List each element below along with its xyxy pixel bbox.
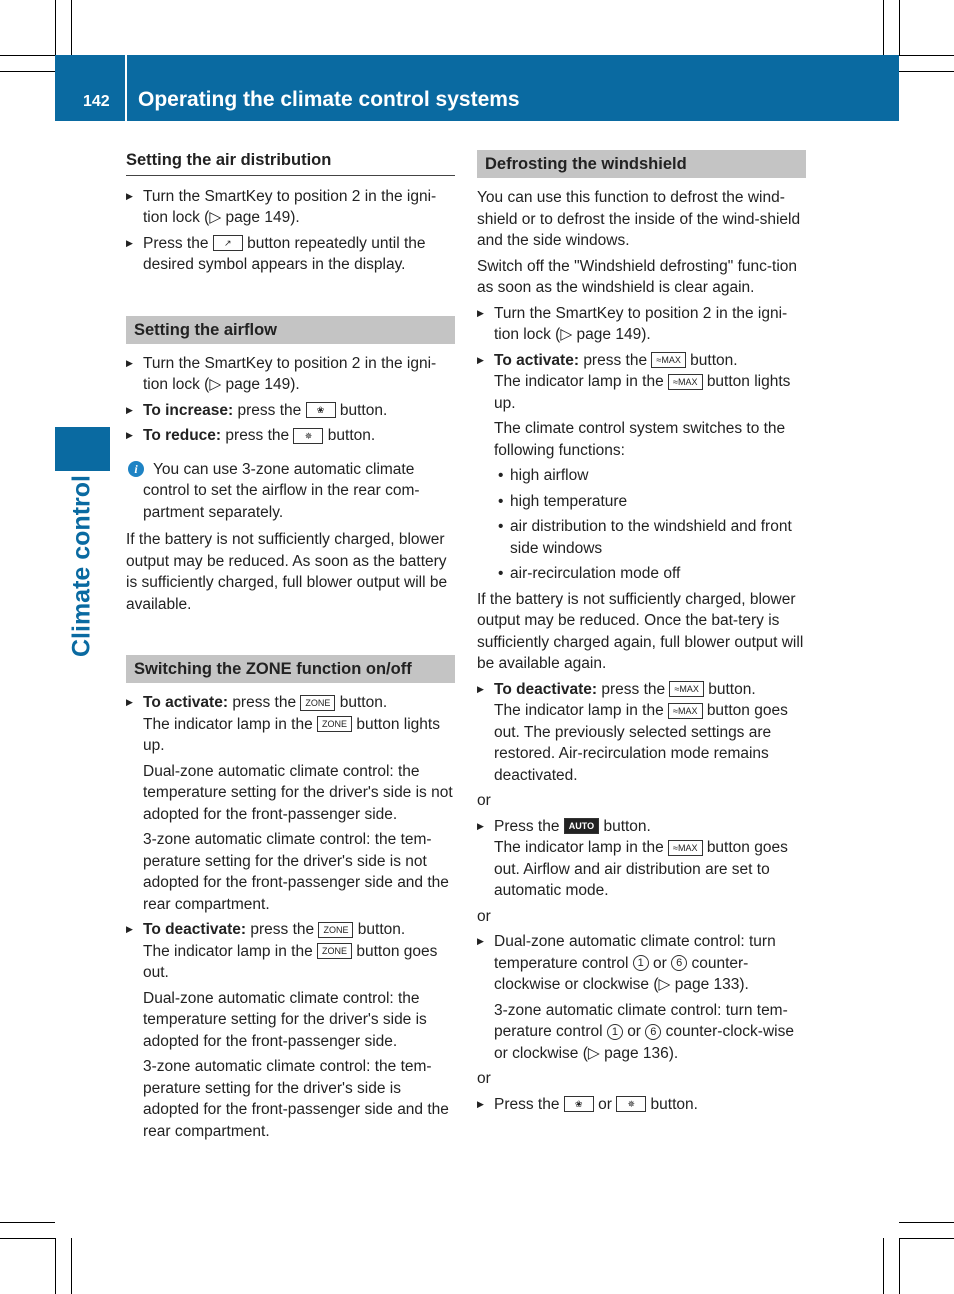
- step-detail: 3-zone automatic climate control: the tem-perature setting for the driver's side is adopted for the front-passenger side and the rear compartment.: [143, 1058, 449, 1140]
- step-text: counter-clock-wise or clockwise (▷ page 136).: [494, 1023, 794, 1062]
- defrost-max-icon: ≈MAX: [668, 374, 702, 390]
- step-item: [126, 233, 455, 276]
- info-text: You can use 3-zone automatic climate control to set the airflow in the rear com-partment separately.: [143, 460, 420, 521]
- step-detail: 3-zone automatic climate control: the tem-perature setting for the driver's side is not adopted for the front-passenger side and the rear compartment.: [143, 831, 449, 913]
- crop-mark: [0, 1222, 55, 1223]
- step-text: Turn the SmartKey to position 2 in the igni-tion lock (▷ page 149).: [143, 354, 437, 393]
- defrost-max-icon: ≈MAX: [668, 840, 702, 856]
- or-separator: or: [477, 907, 491, 925]
- crop-mark: [0, 55, 55, 56]
- step-detail: [477, 371, 806, 414]
- fan-decrease-icon: ✵: [616, 1096, 646, 1112]
- crop-mark: [71, 0, 72, 55]
- step-detail: The climate control system switches to the following functions:: [494, 420, 786, 459]
- step-text: button lights up.: [143, 715, 440, 754]
- step-text: counter-clockwise or clockwise (▷ page 133).: [494, 954, 749, 993]
- step-text: Press the: [494, 817, 560, 835]
- step-label: To reduce:: [143, 427, 222, 444]
- step-text: button.: [690, 351, 738, 369]
- step-text: Turn the SmartKey to position 2 in the igni-tion lock (▷ page 149).: [494, 304, 788, 343]
- step-item: [126, 186, 455, 229]
- crop-mark: [899, 1238, 954, 1239]
- zone-button-icon: ZONE: [317, 943, 352, 959]
- header-divider: [125, 55, 127, 121]
- defrost-max-icon: ≈MAX: [669, 681, 703, 697]
- crop-mark: [55, 0, 56, 55]
- section-heading-airflow: Setting the airflow: [126, 316, 455, 344]
- step-text: Turn the SmartKey to position 2 in the igni-tion lock (▷ page 149).: [143, 187, 437, 226]
- list-item: • air distribution to the windshield and front side windows: [477, 516, 806, 559]
- list-item: • high airflow: [477, 465, 806, 487]
- step-text: button repeatedly until the desired symbol appears in the display.: [143, 234, 426, 273]
- step-text: button.: [650, 1095, 698, 1113]
- step-item: [126, 919, 455, 941]
- step-text: button.: [339, 694, 388, 711]
- crop-mark: [71, 1238, 72, 1294]
- crop-mark: [899, 71, 954, 72]
- step-item: [477, 303, 806, 346]
- auto-button-icon: AUTO: [564, 818, 599, 834]
- step-detail: [126, 714, 455, 757]
- paragraph: Switch off the "Windshield defrosting" func-tion as soon as the windshield is clear again.: [477, 257, 798, 296]
- control-1-icon: 1: [607, 1024, 623, 1040]
- step-item: [477, 1094, 806, 1116]
- paragraph: If the battery is not sufficiently charged, blower output may be reduced. Once the bat-tery is sufficiently charged again, full blower output will be available again.: [477, 590, 804, 672]
- step-text: press the: [601, 680, 666, 698]
- step-text: The indicator lamp in the: [494, 702, 664, 719]
- section-heading-defrost: Defrosting the windshield: [477, 150, 806, 178]
- step-item: [126, 425, 455, 447]
- defrost-max-icon: ≈MAX: [651, 352, 685, 368]
- step-text: or: [653, 954, 667, 972]
- crop-mark: [899, 1222, 954, 1223]
- crop-mark: [899, 1238, 900, 1294]
- step-label: To deactivate:: [143, 921, 247, 938]
- section-heading-air-distribution: Setting the air distribution: [126, 150, 455, 176]
- step-detail: [477, 837, 806, 902]
- crop-mark: [883, 1238, 884, 1294]
- control-1-icon: 1: [633, 955, 649, 971]
- step-text: button goes out. The previously selected settings are restored. Air-recirculation mode remains deactivated.: [494, 702, 788, 784]
- step-text: press the: [583, 351, 648, 369]
- step-item: [477, 931, 806, 996]
- crop-mark: [0, 71, 55, 72]
- step-text: press the: [225, 427, 290, 444]
- step-text: button.: [708, 680, 756, 698]
- step-text: The indicator lamp in the: [143, 715, 313, 733]
- step-text: The indicator lamp in the: [494, 839, 664, 856]
- step-text: Press the: [494, 1095, 560, 1113]
- step-item: [126, 353, 455, 396]
- step-item: [477, 350, 806, 372]
- step-detail: [477, 1000, 806, 1065]
- side-section-label: Climate control: [67, 475, 96, 657]
- left-column: [126, 150, 455, 1146]
- step-text: or: [627, 1023, 641, 1040]
- list-item: • high temperature: [477, 491, 806, 513]
- step-label: To activate:: [143, 694, 228, 711]
- step-item: [477, 816, 806, 838]
- or-separator: or: [477, 1070, 491, 1087]
- step-detail: Dual-zone automatic climate control: the temperature setting for the driver's side is adopted for the front-passenger side.: [143, 989, 427, 1050]
- zone-button-icon: ZONE: [300, 695, 335, 711]
- step-text: press the: [250, 921, 315, 938]
- or-separator: or: [477, 792, 491, 809]
- step-label: To activate:: [494, 351, 579, 369]
- step-text: button.: [603, 817, 651, 835]
- zone-button-icon: ZONE: [317, 716, 352, 732]
- section-heading-zone: Switching the ZONE function on/off: [126, 655, 455, 683]
- step-item: [126, 692, 455, 714]
- step-detail: Dual-zone automatic climate control: the temperature setting for the driver's side is not adopted for the front-passenger side.: [143, 762, 453, 823]
- control-6-icon: 6: [645, 1024, 661, 1040]
- step-text: button goes out.: [143, 942, 438, 981]
- page-title: Operating the climate control systems: [138, 88, 520, 111]
- air-distribution-icon: ↗: [213, 235, 243, 251]
- step-text: The indicator lamp in the: [143, 942, 313, 960]
- step-text: button goes out. Airflow and air distribution are set to automatic mode.: [494, 839, 788, 899]
- crop-mark: [899, 55, 954, 56]
- step-label: To deactivate:: [494, 680, 598, 698]
- step-item: [126, 400, 455, 422]
- right-column: [477, 150, 806, 1119]
- step-text: press the: [237, 401, 302, 419]
- defrost-max-icon: ≈MAX: [668, 703, 702, 719]
- paragraph: You can use this function to defrost the wind-shield or to defrost the inside of the wind-shield and the side windows.: [477, 189, 801, 249]
- step-item: [477, 679, 806, 701]
- list-item: • air-recirculation mode off: [477, 563, 806, 585]
- info-icon: i: [128, 461, 144, 477]
- fan-increase-icon: ❀: [306, 402, 336, 418]
- side-tab: [55, 427, 110, 471]
- step-text: or: [598, 1095, 612, 1113]
- step-text: button lights up.: [494, 373, 791, 412]
- control-6-icon: 6: [671, 955, 687, 971]
- zone-button-icon: ZONE: [318, 922, 353, 938]
- step-detail: [477, 700, 806, 786]
- crop-mark: [883, 0, 884, 55]
- paragraph: If the battery is not sufficiently charged, blower output may be reduced. As soon as the battery is sufficiently charged, full blower output will be available.: [126, 531, 448, 613]
- step-text: press the: [232, 694, 297, 711]
- crop-mark: [899, 0, 900, 55]
- fan-decrease-icon: ✵: [293, 428, 323, 444]
- step-text: button.: [339, 401, 388, 419]
- step-text: Dual-zone automatic climate control: turn temperature control: [494, 933, 776, 972]
- step-detail: [126, 941, 455, 984]
- step-text: The indicator lamp in the: [494, 373, 664, 390]
- crop-mark: [0, 1238, 55, 1239]
- page-number: 142: [83, 93, 110, 110]
- step-label: To increase:: [143, 401, 234, 419]
- info-note: [126, 459, 455, 524]
- crop-mark: [55, 1238, 56, 1294]
- step-text: button.: [357, 921, 406, 938]
- step-text: button.: [327, 427, 376, 444]
- step-text: Press the: [143, 234, 209, 252]
- fan-increase-icon: ❀: [564, 1096, 594, 1112]
- step-text: 3-zone automatic climate control: turn tem-perature control: [494, 1001, 788, 1040]
